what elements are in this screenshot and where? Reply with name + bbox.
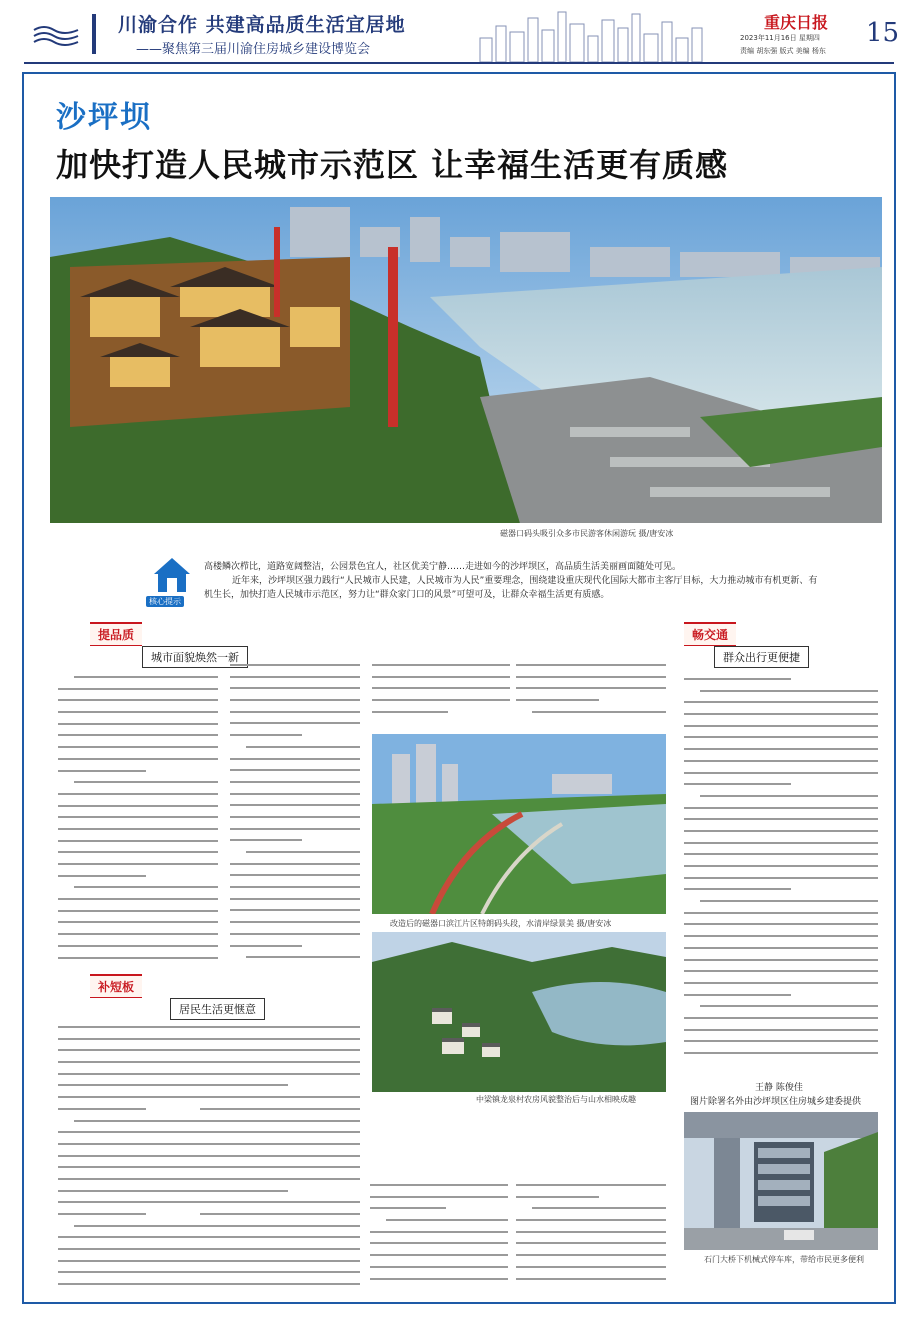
text-line [58, 688, 218, 690]
skyline-illustration-icon [470, 8, 720, 62]
text-line [58, 1131, 218, 1133]
text-line [200, 1248, 360, 1250]
text-line [58, 933, 218, 935]
text-line [58, 921, 218, 923]
mechanical-parking-photo [684, 1112, 878, 1250]
riverside-park-photo [372, 734, 666, 914]
section-head-traffic [684, 622, 884, 672]
text-line [216, 1201, 360, 1203]
text-line [230, 769, 360, 771]
text-line [684, 970, 878, 972]
text-line [200, 1178, 360, 1180]
text-line [230, 664, 360, 666]
text-line [684, 830, 878, 832]
wave-logo-icon [32, 24, 80, 46]
text-line [684, 912, 878, 914]
editor-credits: 责编 胡东强 版式 美编 杨东 [740, 47, 826, 55]
body-column [372, 664, 510, 724]
text-line [230, 758, 360, 760]
text-line [684, 1029, 878, 1031]
text-line [516, 1184, 666, 1186]
text-line [230, 722, 360, 724]
text-line [230, 874, 360, 876]
text-line [200, 1143, 360, 1145]
text-line [58, 1248, 218, 1250]
text-line [684, 1017, 878, 1019]
text-line [684, 772, 878, 774]
text-line [200, 1073, 360, 1075]
text-line [230, 699, 360, 701]
text-line [200, 1260, 360, 1262]
text-line [370, 1207, 446, 1209]
topic-subtitle: ——聚焦第三届川渝住房城乡建设博览会 [136, 42, 371, 57]
body-column [58, 676, 218, 970]
text-line [230, 909, 360, 911]
text-line [684, 888, 791, 890]
river-photo [372, 734, 666, 914]
text-line [370, 1242, 508, 1244]
text-line [684, 678, 791, 680]
text-line [200, 1026, 360, 1028]
text-line [58, 711, 218, 713]
text-line [58, 1026, 218, 1028]
text-line [200, 1049, 360, 1051]
text-line [700, 795, 878, 797]
text-line [516, 699, 599, 701]
text-line [58, 957, 218, 959]
text-line [700, 1005, 878, 1007]
text-line [516, 1278, 666, 1280]
section-kicker: 畅交通 [684, 622, 736, 646]
text-line [58, 1213, 146, 1215]
text-line [58, 1049, 218, 1051]
text-line [684, 994, 791, 996]
text-line [532, 1207, 666, 1209]
text-line [74, 886, 218, 888]
text-line [700, 900, 878, 902]
district-name: 沙坪坝 [56, 100, 152, 135]
text-line [684, 701, 878, 703]
text-line [370, 1278, 508, 1280]
text-line [684, 842, 878, 844]
text-line [230, 898, 360, 900]
text-line [200, 1271, 360, 1273]
text-line [230, 793, 360, 795]
text-line [58, 945, 218, 947]
text-line [372, 664, 510, 666]
text-line [246, 956, 360, 958]
text-line [386, 1219, 508, 1221]
topic-title: 川渝合作 共建高品质生活宜居地 [118, 14, 406, 36]
text-line [246, 851, 360, 853]
village-photo-caption: 中梁镇龙泉村农房风貌整治后与山水相映成趣 [476, 1095, 636, 1104]
text-line [230, 687, 360, 689]
text-line [58, 805, 218, 807]
text-line [58, 770, 146, 772]
text-line [684, 865, 878, 867]
text-line [200, 1061, 360, 1063]
text-line [58, 816, 218, 818]
text-line [74, 676, 218, 678]
text-line [200, 1190, 288, 1192]
text-line [516, 1231, 666, 1233]
village-aerial-photo [372, 932, 666, 1092]
text-line [230, 945, 302, 947]
body-column [200, 1026, 360, 1296]
text-line [230, 839, 302, 841]
page-header [0, 0, 918, 64]
text-line [684, 923, 878, 925]
village-photo [372, 932, 666, 1092]
text-line [684, 736, 878, 738]
text-line [58, 898, 218, 900]
text-line [370, 1266, 508, 1268]
issue-date: 2023年11月16日 星期四 [740, 34, 820, 42]
text-line [516, 664, 666, 666]
section-title: 群众出行更便捷 [714, 646, 809, 668]
text-line [74, 781, 218, 783]
text-line [58, 1201, 218, 1203]
bridge-parking-photo [684, 1112, 878, 1250]
text-line [58, 1084, 218, 1086]
text-line [58, 758, 218, 760]
text-line [58, 1283, 218, 1285]
text-line [370, 1196, 508, 1198]
lead-paragraph-2b: 机生长，加快打造人民城市示范区，努力让“群众家门口的风景”可望可及，让群众幸福生活更有质感。 [204, 590, 610, 600]
text-line [58, 699, 218, 701]
text-line [532, 711, 666, 713]
text-line [370, 1254, 508, 1256]
hero-photo-caption: 磁器口码头吸引众多市民游客休闲游玩 摄/唐安冰 [500, 529, 674, 538]
text-line [58, 840, 218, 842]
text-line [684, 947, 878, 949]
text-line [74, 1120, 218, 1122]
text-line [230, 711, 360, 713]
text-line [216, 1096, 360, 1098]
body-column [516, 664, 666, 724]
core-tips-label: 核心提示 [146, 596, 184, 607]
text-line [200, 1225, 360, 1227]
text-line [516, 676, 666, 678]
text-line [684, 1040, 878, 1042]
text-line [58, 1271, 218, 1273]
text-line [230, 863, 360, 865]
text-line [684, 748, 878, 750]
body-column [230, 664, 360, 970]
body-column [516, 1184, 666, 1296]
text-line [58, 1260, 218, 1262]
ciqikou-riverside-photo [50, 197, 882, 523]
text-line [684, 853, 878, 855]
text-line [200, 1166, 360, 1168]
section-title: 城市面貌焕然一新 [142, 646, 248, 668]
text-line [200, 1283, 360, 1285]
text-line [200, 1038, 360, 1040]
text-line [684, 1052, 878, 1054]
text-line [58, 793, 218, 795]
river-photo-caption: 改造后的磁器口滨江片区特朗码头段，水清岸绿景美 摄/唐安冰 [390, 919, 612, 928]
text-line [58, 875, 146, 877]
section-kicker: 提品质 [90, 622, 142, 646]
text-line [58, 910, 218, 912]
text-line [246, 746, 360, 748]
author-byline: 王静 陈俊佳 [755, 1083, 803, 1093]
text-line [200, 1155, 360, 1157]
lead-paragraph-1: 高楼鳞次栉比，道路宽阔整洁，公园景色宜人，社区优美宁静……走进如今的沙坪坝区，高品质生活美丽画面随处可见。 [204, 562, 682, 572]
text-line [200, 1108, 360, 1110]
text-line [516, 1254, 666, 1256]
text-line [58, 863, 218, 865]
text-line [684, 760, 878, 762]
page-number: 15 [866, 18, 900, 48]
bridge-photo-caption: 石门大桥下机械式停车库，带给市民更多便利 [704, 1255, 864, 1264]
text-line [230, 804, 360, 806]
text-line [372, 687, 510, 689]
text-line [684, 713, 878, 715]
text-line [230, 781, 360, 783]
text-line [58, 1061, 218, 1063]
text-line [684, 818, 878, 820]
body-column [370, 1184, 508, 1296]
text-line [58, 1236, 218, 1238]
text-line [200, 1120, 360, 1122]
text-line [516, 687, 666, 689]
body-column [684, 678, 878, 1074]
text-line [58, 1096, 218, 1098]
hero-photo [50, 197, 882, 523]
text-line [58, 746, 218, 748]
text-line [684, 807, 878, 809]
text-line [58, 828, 218, 830]
body-column [58, 1026, 218, 1296]
text-line [516, 1242, 666, 1244]
text-line [370, 1184, 508, 1186]
text-line [200, 1131, 360, 1133]
text-line [516, 1266, 666, 1268]
text-line [74, 1225, 218, 1227]
newspaper-name: 重庆日报 [764, 13, 829, 32]
text-line [684, 935, 878, 937]
section-kicker: 补短板 [90, 974, 142, 998]
text-line [684, 959, 878, 961]
text-line [230, 933, 360, 935]
text-line [58, 1155, 218, 1157]
text-line [370, 1231, 508, 1233]
house-icon [150, 554, 194, 594]
text-line [230, 676, 360, 678]
text-line [200, 1084, 288, 1086]
text-line [58, 1108, 146, 1110]
text-line [700, 690, 878, 692]
text-line [230, 921, 360, 923]
text-line [230, 734, 302, 736]
text-line [516, 1219, 666, 1221]
text-line [58, 1166, 218, 1168]
text-line [200, 1236, 360, 1238]
section-title: 居民生活更惬意 [170, 998, 265, 1020]
text-line [230, 828, 360, 830]
text-line [200, 1213, 360, 1215]
text-line [58, 723, 218, 725]
text-line [684, 783, 791, 785]
text-line [58, 734, 218, 736]
text-line [372, 711, 448, 713]
lead-paragraph-2a: 近年来，沙坪坝区强力践行“人民城市人民建，人民城市为人民”重要理念，围绕建设重庆现代化国际大都市主客厅目标，大力推动城市有机更新、有 [232, 576, 818, 586]
text-line [58, 1178, 218, 1180]
text-line [372, 676, 510, 678]
text-line [58, 1143, 218, 1145]
article-headline: 加快打造人民城市示范区 让幸福生活更有质感 [56, 146, 729, 184]
text-line [684, 982, 878, 984]
text-line [58, 1073, 218, 1075]
header-divider [24, 62, 894, 64]
text-line [58, 851, 218, 853]
header-accent-bar [92, 14, 96, 54]
text-line [58, 1038, 218, 1040]
text-line [58, 1190, 218, 1192]
section-head-shortboard [90, 974, 290, 1024]
photo-credit: 图片除署名外由沙坪坝区住房城乡建委提供 [690, 1097, 862, 1107]
text-line [516, 1196, 599, 1198]
text-line [230, 886, 360, 888]
text-line [684, 725, 878, 727]
text-line [684, 877, 878, 879]
text-line [230, 816, 360, 818]
text-line [372, 699, 510, 701]
